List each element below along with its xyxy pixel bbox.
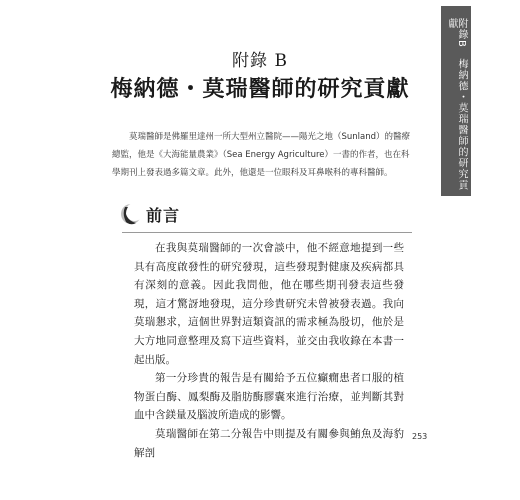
chapter-title: 梅納德・莫瑞醫師的研究貢獻 <box>110 77 410 102</box>
body-paragraph: 莫瑞醫師在第二分報告中則提及有關參與鮪魚及海豹解剖 <box>134 427 404 459</box>
page-number: 253 <box>412 432 428 441</box>
heading-divider <box>122 232 412 233</box>
crescent-moon-icon <box>120 201 142 227</box>
side-tab-text: 附錄B 梅納德・莫瑞醫師的研究貢獻 <box>446 18 467 191</box>
appendix-label: 附錄 B <box>232 51 288 71</box>
section-title: 前言 <box>146 205 181 225</box>
section-heading <box>120 199 420 229</box>
body-paragraph: 在我與莫瑞醫師的一次會談中，他不經意地提到一些具有高度啟發性的研究發現，這些發現對健康及疾病都具有深刻的意義。因此我問他，他在哪些期刊發表這些發現，這才驚訝地發現，這分珍貴研究未曾被發表過。我向莫瑞懇求，這個世界對這類資訊的需求極為殷切，他於是大方地同意整理及寫下這些資料，並交由我收錄在本書一起出版。 <box>134 242 404 366</box>
body-paragraph: 第一分珍貴的報告是有關給予五位癲癇患者口服的植物蛋白酶、鳳梨酶及脂肪酶膠囊來進行治療，並判斷其對血中含鎂量及腦波所造成的影響。 <box>134 372 404 422</box>
author-intro: 莫瑞醫師是佛羅里達州一所大型州立醫院——陽光之地（Sunland）的醫療總監，他是《大海能量農業》（Sea Energy Agriculture）一書的作者，也在科學期刊上發表過多篇文章。此外，他還是一位眼科及耳鼻喉科的專科醫師。 <box>112 132 411 178</box>
body-text <box>134 239 404 462</box>
